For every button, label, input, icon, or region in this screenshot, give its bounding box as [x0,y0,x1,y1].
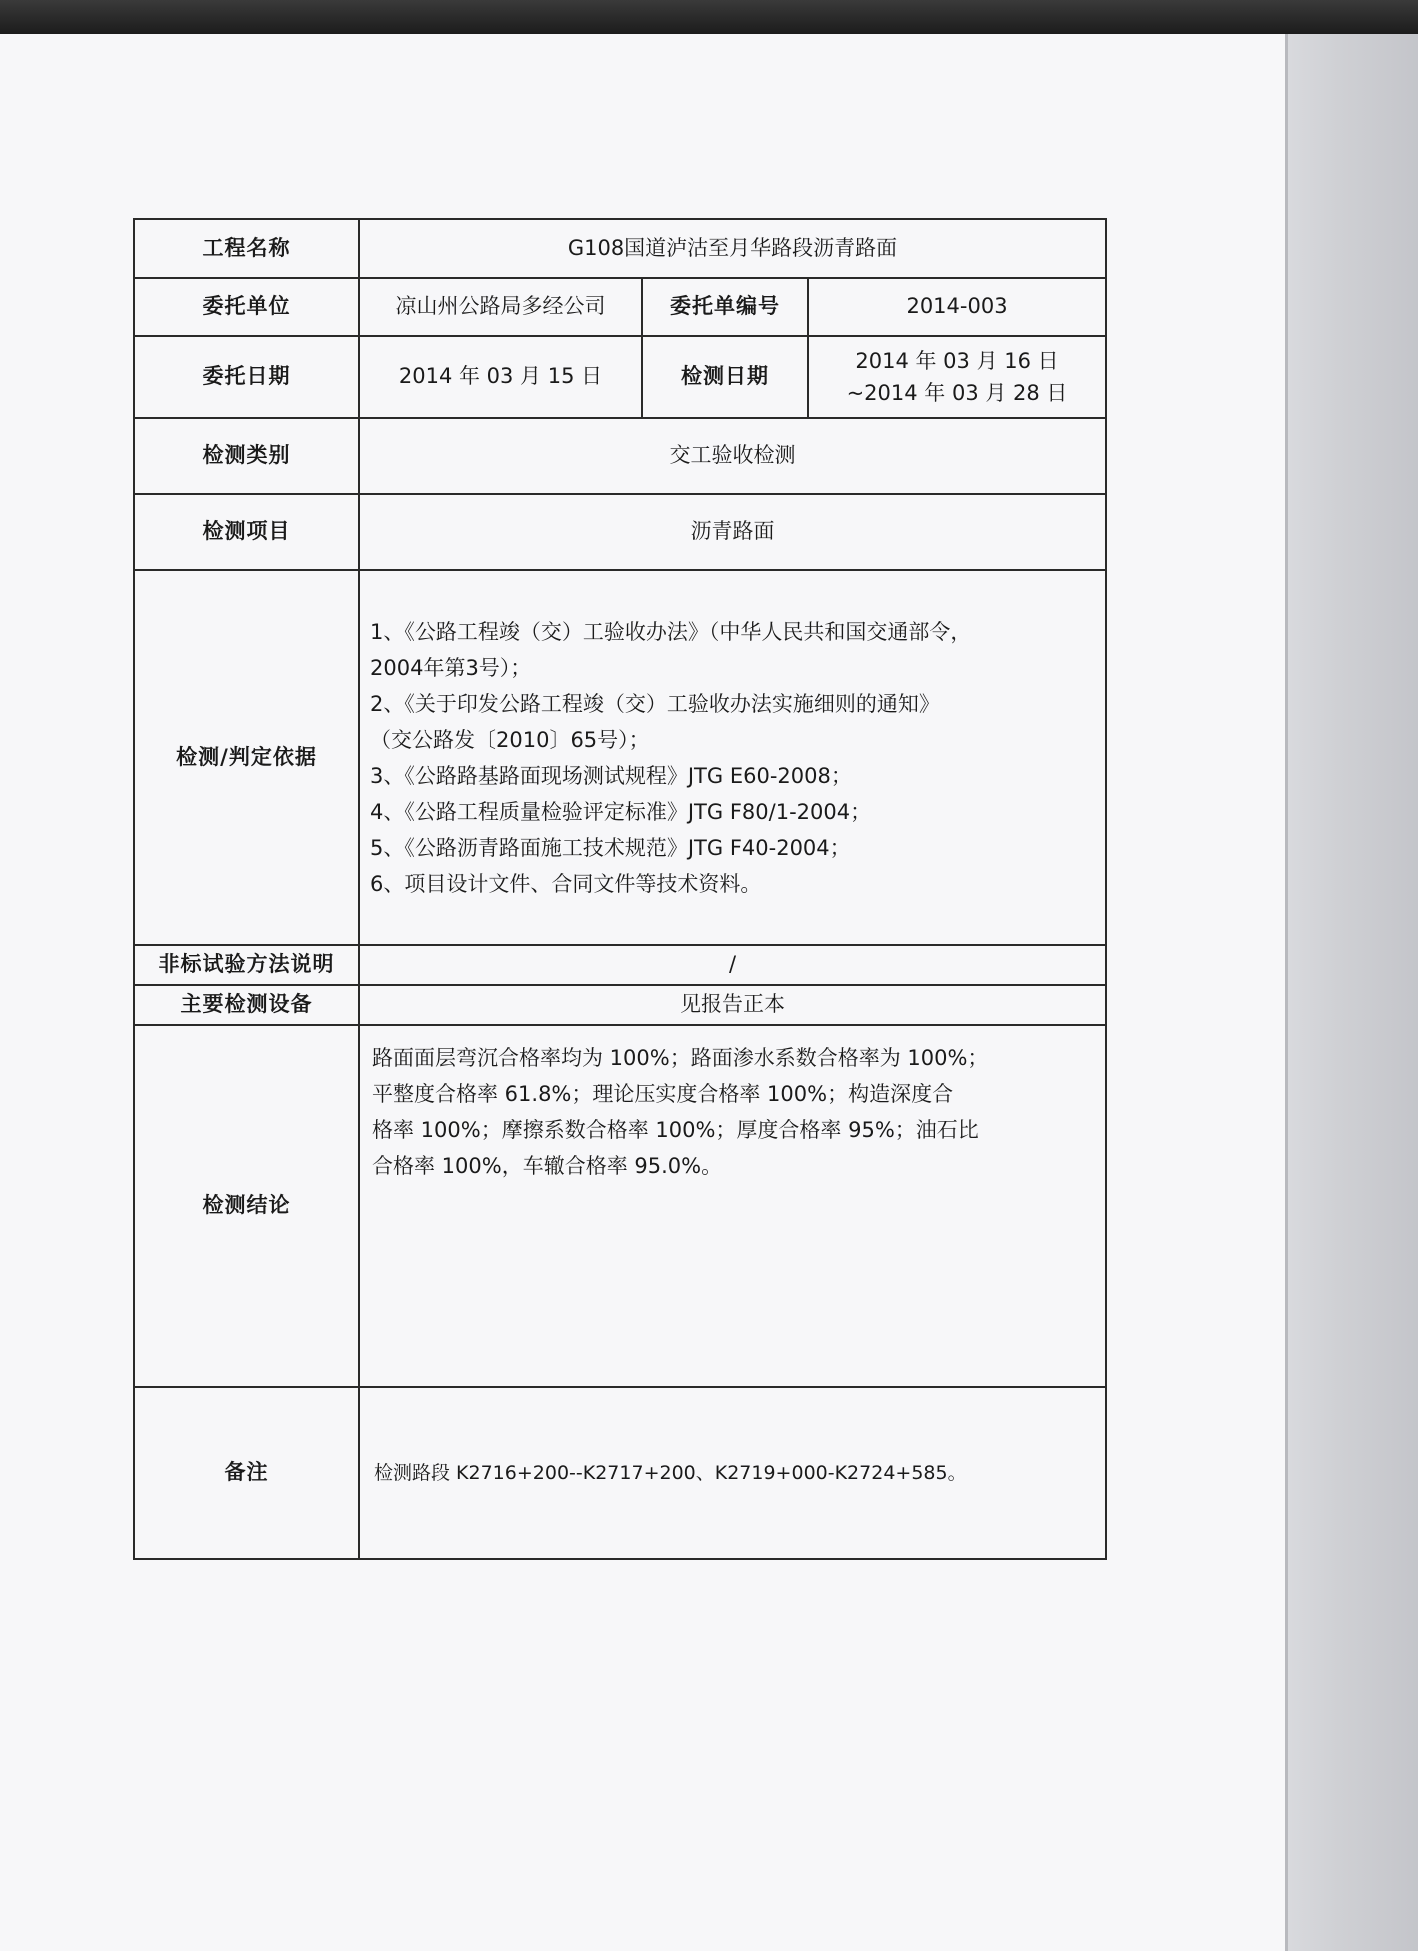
row-test-item [134,494,1106,570]
equipment-value: 见报告正本 [359,985,1106,1025]
row-remark [134,1387,1106,1559]
row-conclusion [134,1025,1106,1387]
client-no-value: 2014-003 [808,278,1106,336]
inspection-report-table [133,218,1107,1560]
conclusion-line: 路面面层弯沉合格率均为 100%；路面渗水系数合格率为 100%； [372,1046,989,1070]
basis-line: 4、《公路工程质量检验评定标准》JTG F80/1-2004； [370,799,872,824]
basis-line: 1、《公路工程竣（交）工验收办法》（中华人民共和国交通部令， [370,619,972,644]
test-category-label: 检测类别 [134,418,359,494]
row-client [134,278,1106,336]
test-category-value: 交工验收检测 [359,418,1106,494]
test-item-value: 沥青路面 [359,494,1106,570]
basis-line: 2、《关于印发公路工程竣（交）工验收办法实施细则的通知》 [370,691,940,716]
conclusion-text [359,1025,1106,1387]
basis-label: 检测/判定依据 [134,570,359,945]
scan-top-edge [0,0,1418,34]
client-label: 委托单位 [134,278,359,336]
basis-line: （交公路发〔2010〕65号）； [370,727,650,752]
nonstandard-label: 非标试验方法说明 [134,945,359,985]
entrust-date-value: 2014 年 03 月 15 日 [359,336,642,418]
test-date-end: ~2014 年 03 月 28 日 [846,381,1068,405]
conclusion-label: 检测结论 [134,1025,359,1387]
test-item-label: 检测项目 [134,494,359,570]
scanner-right-edge [1285,34,1418,1951]
row-test-category [134,418,1106,494]
row-equipment [134,985,1106,1025]
test-date-label: 检测日期 [642,336,808,418]
row-project-name [134,219,1106,278]
basis-line: 3、《公路路基路面现场测试规程》JTG E60-2008； [370,763,852,788]
client-no-label: 委托单编号 [642,278,808,336]
entrust-date-label: 委托日期 [134,336,359,418]
project-name-value: G108国道泸沽至月华路段沥青路面 [359,219,1106,278]
conclusion-line: 合格率 100%，车辙合格率 95.0%。 [372,1154,723,1178]
conclusion-line: 平整度合格率 61.8%；理论压实度合格率 100%；构造深度合 [372,1082,954,1106]
test-date-start: 2014 年 03 月 16 日 [855,349,1059,373]
equipment-label: 主要检测设备 [134,985,359,1025]
project-name-label: 工程名称 [134,219,359,278]
client-value: 凉山州公路局多经公司 [359,278,642,336]
basis-list [359,570,1106,945]
remark-value: 检测路段 K2716+200--K2717+200、K2719+000-K2724+585。 [359,1387,1106,1559]
basis-line: 6、项目设计文件、合同文件等技术资料。 [370,871,762,896]
test-date-value [808,336,1106,418]
row-dates [134,336,1106,418]
nonstandard-value: / [359,945,1106,985]
remark-label: 备注 [134,1387,359,1559]
conclusion-line: 格率 100%；摩擦系数合格率 100%；厚度合格率 95%；油石比 [372,1118,979,1142]
row-nonstandard [134,945,1106,985]
row-basis [134,570,1106,945]
basis-line: 2004年第3号）； [370,655,532,680]
basis-line: 5、《公路沥青路面施工技术规范》JTG F40-2004； [370,835,851,860]
